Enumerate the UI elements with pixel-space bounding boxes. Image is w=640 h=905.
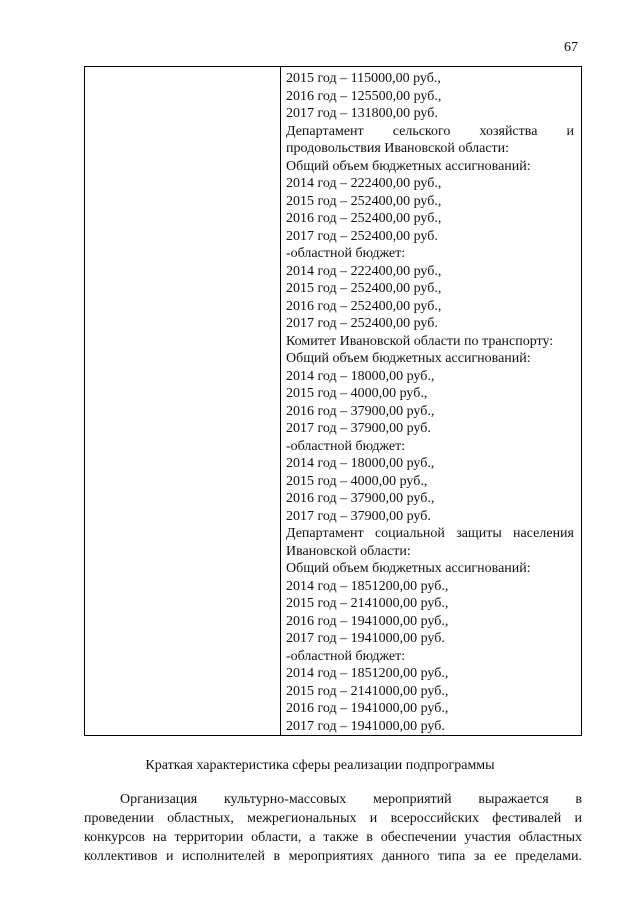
table-line: 2017 год – 37900,00 руб. <box>286 508 431 524</box>
table-line: 2014 год – 1851200,00 руб., <box>286 666 449 681</box>
table-line: 2016 год – 252400,00 руб., <box>286 298 442 314</box>
table-line: 2016 год – 1941000,00 руб., <box>286 613 449 629</box>
table-line: 2017 год – 252400,00 руб. <box>286 228 438 244</box>
body-paragraph <box>84 790 582 866</box>
table-line: Комитет Ивановской области по транспорту: <box>286 333 554 349</box>
table-line: 2015 год – 2141000,00 руб., <box>286 683 449 699</box>
page-number: 67 <box>564 40 578 55</box>
table-line: 2014 год – 222400,00 руб., <box>286 176 442 191</box>
table-line: 2017 год – 131800,00 руб. <box>286 106 438 121</box>
table-left-cell <box>85 67 281 735</box>
table-line: Департамент сельского хозяйства и <box>286 123 574 139</box>
table-line: 2016 год – 37900,00 руб., <box>286 403 435 419</box>
table-line: -областной бюджет: <box>286 438 406 454</box>
table-right-cell <box>286 70 574 735</box>
table-line: -областной бюджет: <box>286 246 406 261</box>
table-line: 2015 год – 252400,00 руб., <box>286 193 442 209</box>
table-line: 2017 год – 1941000,00 руб. <box>286 718 445 734</box>
paragraph-line: Организация культурно-массовых мероприятий выражается в <box>120 792 582 807</box>
table-line: 2017 год – 252400,00 руб. <box>286 316 438 331</box>
table-line: 2015 год – 4000,00 руб., <box>286 473 428 489</box>
table-line: 2014 год – 222400,00 руб., <box>286 263 442 279</box>
paragraph-line: проведении областных, межрегиональных и всероссийских фестивалей и <box>84 811 582 826</box>
budget-table <box>84 66 582 736</box>
table-line: Общий объем бюджетных ассигнований: <box>286 351 531 366</box>
table-line: 2016 год – 1941000,00 руб., <box>286 701 449 716</box>
table-line: 2016 год – 252400,00 руб., <box>286 211 442 226</box>
table-line: 2014 год – 18000,00 руб., <box>286 368 435 384</box>
table-line: Департамент социальной защиты населения <box>286 526 574 541</box>
table-line: Общий объем бюджетных ассигнований: <box>286 158 531 174</box>
table-line: 2015 год – 115000,00 руб., <box>286 71 441 86</box>
table-line: 2015 год – 2141000,00 руб., <box>286 596 449 611</box>
table-line: -областной бюджет: <box>286 648 406 664</box>
table-line: 2016 год – 125500,00 руб., <box>286 88 442 104</box>
paragraph-line: конкурсов на территории области, а также в обеспечении участия областных <box>84 830 582 845</box>
table-line: 2015 год – 4000,00 руб., <box>286 386 428 401</box>
table-line: 2014 год – 1851200,00 руб., <box>286 578 449 594</box>
table-line: 2017 год – 1941000,00 руб. <box>286 631 445 646</box>
table-line: 2016 год – 37900,00 руб., <box>286 491 435 506</box>
table-line: 2017 год – 37900,00 руб. <box>286 421 431 436</box>
section-title: Краткая характеристика сферы реализации подпрограммы <box>145 758 495 773</box>
table-line: Ивановской области: <box>286 543 411 559</box>
table-line: продовольствия Ивановской области: <box>286 141 510 156</box>
table-line: 2015 год – 252400,00 руб., <box>286 281 442 296</box>
table-line: Общий объем бюджетных ассигнований: <box>286 561 531 576</box>
paragraph-line: коллективов и исполнителей в мероприятиях данного типа за ее пределами. <box>84 849 582 864</box>
table-line: 2014 год – 18000,00 руб., <box>286 456 435 471</box>
